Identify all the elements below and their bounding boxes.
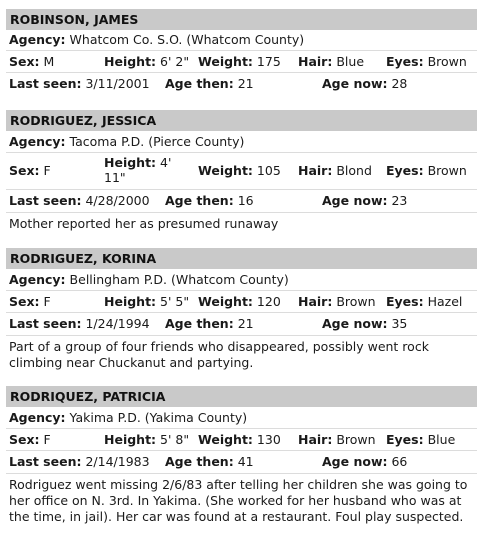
hair-value: Brown <box>336 432 376 447</box>
hair-label: Hair: <box>298 294 333 309</box>
record-name: RODRIQUEZ, PATRICIA <box>6 386 477 407</box>
weight-value: 105 <box>256 163 281 178</box>
height-label: Height: <box>104 54 157 69</box>
last-seen-label: Last seen: <box>9 76 82 91</box>
last-seen-value: 1/24/1994 <box>85 316 150 331</box>
age-then-label: Age then: <box>165 316 234 331</box>
physical-row <box>6 291 477 313</box>
physical-row <box>6 51 477 73</box>
eyes-label: Eyes: <box>386 163 424 178</box>
weight-label: Weight: <box>198 294 253 309</box>
age-now-value: 28 <box>391 76 408 91</box>
physical-row <box>6 429 477 451</box>
height-value: 5' 5" <box>160 294 190 309</box>
eyes-value: Brown <box>427 54 467 69</box>
dates-row <box>6 451 477 474</box>
physical-row <box>6 153 477 190</box>
height-label: Height: <box>104 155 157 170</box>
sex-label: Sex: <box>9 163 40 178</box>
hair-value: Blond <box>336 163 372 178</box>
eyes-label: Eyes: <box>386 294 424 309</box>
agency-value: Bellingham P.D. (Whatcom County) <box>69 272 289 287</box>
record-note: Part of a group of four friends who disappeared, possibly went rock climbing near Chuckanut and partying. <box>9 339 429 370</box>
hair-value: Brown <box>336 294 376 309</box>
sex-value: F <box>43 294 51 309</box>
age-then-value: 41 <box>237 454 254 469</box>
eyes-label: Eyes: <box>386 432 424 447</box>
weight-value: 130 <box>256 432 281 447</box>
last-seen-label: Last seen: <box>9 454 82 469</box>
hair-label: Hair: <box>298 432 333 447</box>
hair-label: Hair: <box>298 54 333 69</box>
record-robinson-james <box>6 9 477 94</box>
height-value: 6' 2" <box>160 54 190 69</box>
hair-label: Hair: <box>298 163 333 178</box>
eyes-value: Blue <box>427 432 456 447</box>
dates-row <box>6 313 477 336</box>
sex-label: Sex: <box>9 294 40 309</box>
eyes-value: Hazel <box>427 294 463 309</box>
weight-label: Weight: <box>198 163 253 178</box>
height-value-line1: 4' <box>160 155 172 170</box>
agency-label: Agency: <box>9 272 66 287</box>
agency-row <box>6 407 477 429</box>
agency-value: Yakima P.D. (Yakima County) <box>69 410 248 425</box>
height-value: 5' 8" <box>160 432 190 447</box>
agency-value: Tacoma P.D. (Pierce County) <box>69 134 245 149</box>
weight-value: 175 <box>256 54 281 69</box>
dates-row <box>6 73 477 94</box>
eyes-label: Eyes: <box>386 54 424 69</box>
sex-label: Sex: <box>9 54 40 69</box>
sex-value: F <box>43 432 51 447</box>
agency-label: Agency: <box>9 32 66 47</box>
sex-label: Sex: <box>9 432 40 447</box>
agency-row <box>6 30 477 51</box>
agency-row <box>6 131 477 153</box>
hair-value: Blue <box>336 54 365 69</box>
weight-label: Weight: <box>198 54 253 69</box>
record-name: RODRIGUEZ, JESSICA <box>6 110 477 131</box>
age-now-value: 35 <box>391 316 408 331</box>
agency-row <box>6 269 477 291</box>
agency-value: Whatcom Co. S.O. (Whatcom County) <box>69 32 305 47</box>
sex-value: F <box>43 163 51 178</box>
record-rodriquez-patricia <box>6 386 477 529</box>
age-then-value: 21 <box>237 316 254 331</box>
height-value-line2: 11" <box>104 170 126 185</box>
age-then-label: Age then: <box>165 454 234 469</box>
agency-label: Agency: <box>9 134 66 149</box>
last-seen-value: 3/11/2001 <box>85 76 150 91</box>
last-seen-label: Last seen: <box>9 193 82 208</box>
age-now-label: Age now: <box>322 454 388 469</box>
weight-label: Weight: <box>198 432 253 447</box>
eyes-value: Brown <box>427 163 467 178</box>
record-name: RODRIGUEZ, KORINA <box>6 248 477 269</box>
record-rodriguez-jessica <box>6 110 477 236</box>
age-then-value: 21 <box>237 76 254 91</box>
agency-label: Agency: <box>9 410 66 425</box>
age-now-value: 66 <box>391 454 408 469</box>
age-now-label: Age now: <box>322 76 388 91</box>
age-now-value: 23 <box>391 193 408 208</box>
height-label: Height: <box>104 294 157 309</box>
record-name: ROBINSON, JAMES <box>6 9 477 30</box>
record-note: Mother reported her as presumed runaway <box>9 216 279 231</box>
sex-value: M <box>43 54 55 69</box>
height-label: Height: <box>104 432 157 447</box>
age-now-label: Age now: <box>322 193 388 208</box>
record-note: Rodriguez went missing 2/6/83 after telling her children she was going to her office on N. 3rd. In Yakima. (She worked for her husband who was at the time, in jail). Her car was found at a restaurant. Foul play suspected. <box>9 477 468 524</box>
age-then-label: Age then: <box>165 193 234 208</box>
last-seen-value: 2/14/1983 <box>85 454 150 469</box>
last-seen-value: 4/28/2000 <box>85 193 150 208</box>
age-now-label: Age now: <box>322 316 388 331</box>
record-rodriguez-korina <box>6 248 477 375</box>
age-then-value: 16 <box>237 193 254 208</box>
weight-value: 120 <box>256 294 281 309</box>
age-then-label: Age then: <box>165 76 234 91</box>
dates-row <box>6 190 477 213</box>
last-seen-label: Last seen: <box>9 316 82 331</box>
